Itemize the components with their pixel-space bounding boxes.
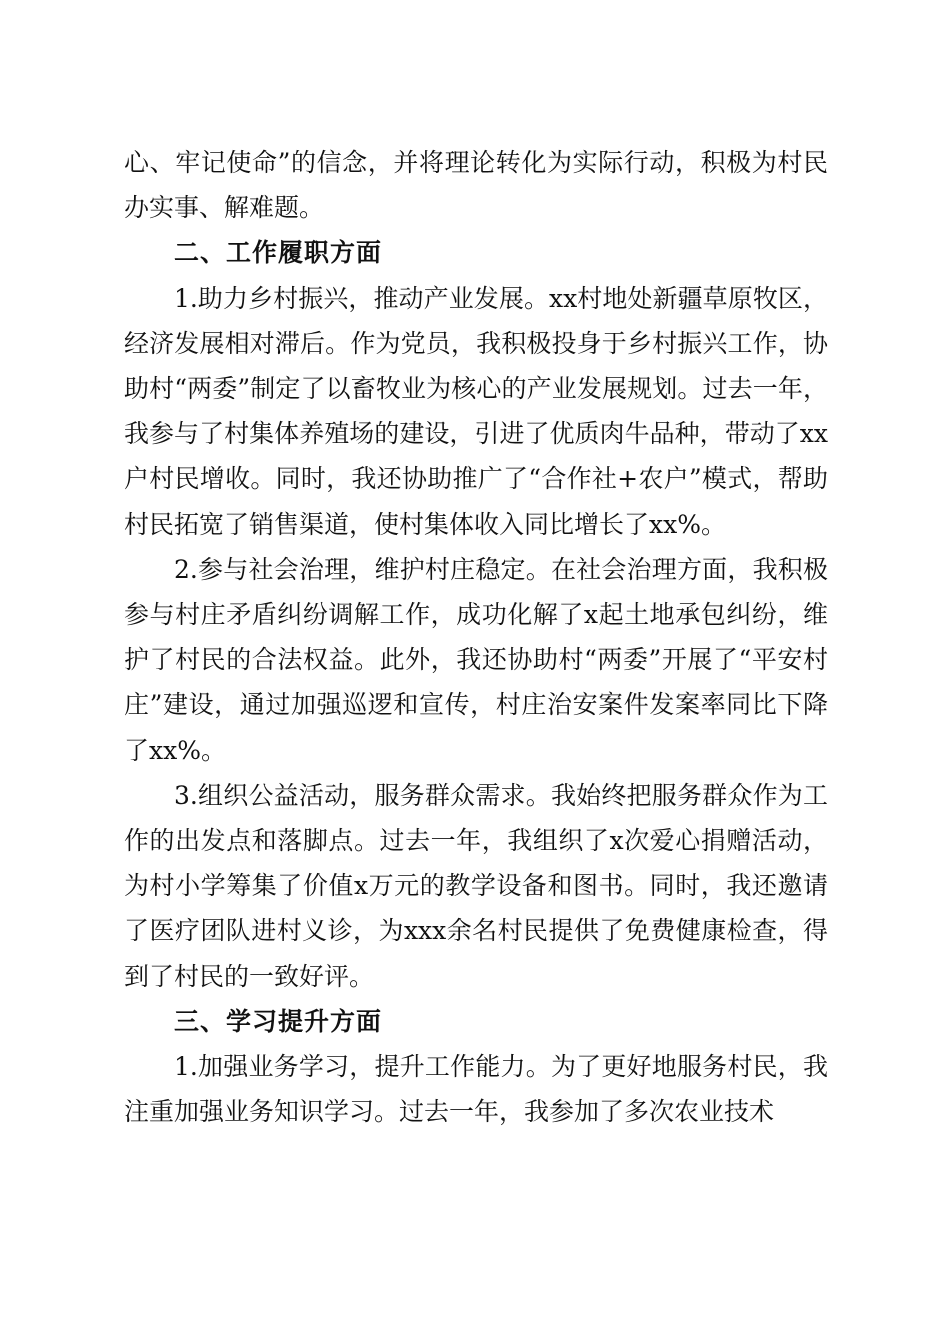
paragraph-social-governance: 2.参与社会治理，维护村庄稳定。在社会治理方面，我积极参与村庄矛盾纠纷调解工作，成功化解了x起土地承包纠纷，维护了村民的合法权益。此外，我还协助村“两委”开展了“平安村庄”建设，通过加强巡逻和宣传，村庄治安案件发案率同比下降了xx%。: [124, 554, 828, 765]
paragraph-public-welfare: 3.组织公益活动，服务群众需求。我始终把服务群众作为工作的出发点和落脚点。过去一年，我组织了x次爱心捐赠活动，为村小学筹集了价值x万元的教学设备和图书。同时，我还邀请了医疗团队进村义诊，为xxx余名村民提供了免费健康检查，得到了村民的一致好评。: [124, 780, 828, 991]
paragraph-business-learning: 1.加强业务学习，提升工作能力。为了更好地服务村民，我注重加强业务知识学习。过去一年，我参加了多次农业技术: [124, 1052, 828, 1127]
section-heading-work-duties: 二、工作履职方面: [174, 238, 383, 268]
continuation-paragraph: 心、牢记使命”的信念，并将理论转化为实际行动，积极为村民办实事、解难题。: [124, 148, 828, 223]
document-body: [124, 140, 828, 1134]
paragraph-rural-revitalization: 1.助力乡村振兴，推动产业发展。xx村地处新疆草原牧区，经济发展相对滞后。作为党员，我积极投身于乡村振兴工作，协助村“两委”制定了以畜牧业为核心的产业发展规划。过去一年，我参与了村集体养殖场的建设，引进了优质肉牛品种，带动了xx户村民增收。同时，我还协助推广了“合作社+农户”模式，帮助村民拓宽了销售渠道，使村集体收入同比增长了xx%。: [124, 283, 828, 539]
section-heading-learning: 三、学习提升方面: [174, 1006, 383, 1036]
